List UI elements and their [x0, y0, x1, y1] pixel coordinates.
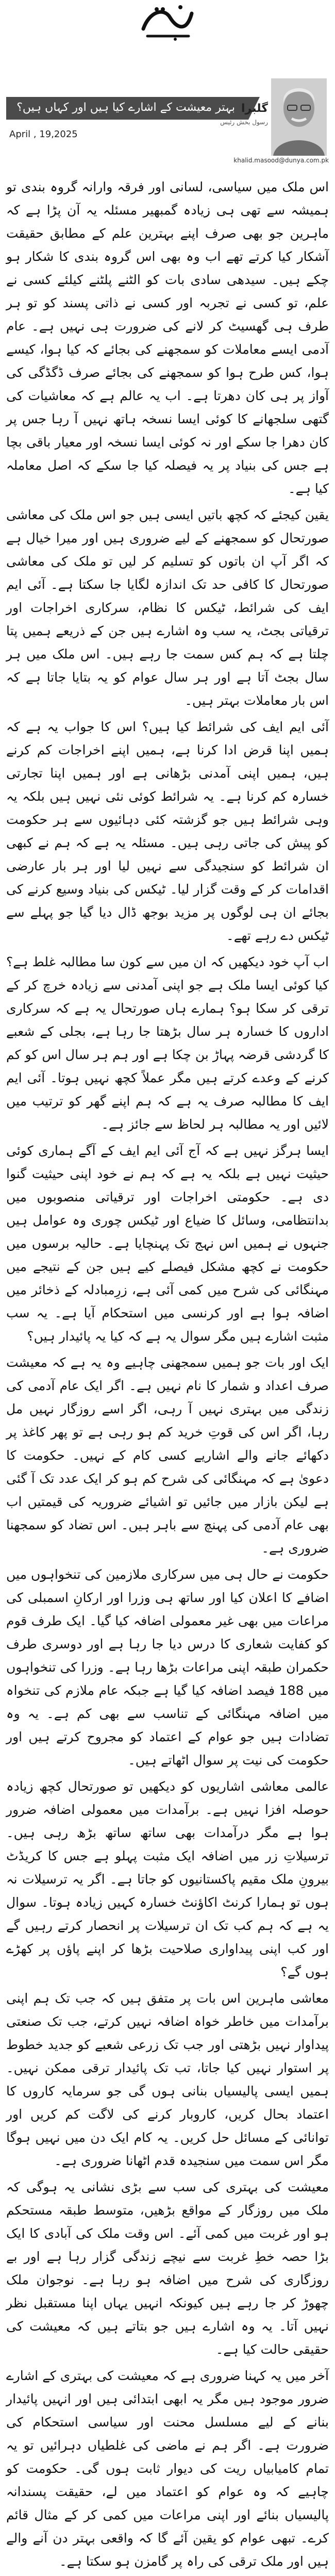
- article-paragraph: ایک اور بات جو ہمیں سمجھنی چاہیے وہ یہ ہے کہ معیشت صرف اعداد و شمار کا نام نہیں ہے۔ اگر ایک عام آدمی کی زندگی میں بہتری نہیں آ رہی، اگر اسے روزگار نہیں مل رہا، اگر اس کی قوتِ خرید کم ہو رہی ہے تو پھر کاغذ پر دکھائے جانے والے اشاریے کسی کام کے نہیں۔ حکومت کا دعویٰ ہے کہ مہنگائی کی شرح کم ہو کر ایک عدد تک آ گئی ہے لیکن بازار میں جائیں تو اشیائے ضروریہ کی قیمتیں اب بھی عام آدمی کی پہنچ سے باہر ہیں۔ اس تضاد کو سمجھنا ضروری ہے۔: [6, 1355, 329, 1556]
- dunya-logo-icon: [139, 2, 196, 42]
- article-paragraph: معاشی ماہرین اس بات پر متفق ہیں کہ جب تک ہم اپنی برآمدات میں خاطر خواہ اضافہ نہیں کرتے، جب تک صنعتی پیداوار نہیں بڑھتی اور جب تک زرعی شعبے کو جدید خطوط پر استوار نہیں کیا جاتا، تب تک پائیدار ترقی ممکن نہیں۔ ہمیں ایسی پالیسیاں بنانی ہوں گی جو سرمایہ کاروں کا اعتماد بحال کریں، کاروبار کرنے کی لاگت کم کریں اور توانائی کے مسائل حل کریں۔ یہ کام ایک دن میں نہیں ہوگا مگر اس سمت میں سنجیدہ قدم اٹھانا ضروری ہے۔: [6, 1991, 329, 2168]
- column-title: بہتر معیشت کے اشارے کیا ہیں اور کہاں ہیں؟: [16, 101, 235, 114]
- author-email: khalid.masood@dunya.com.pk: [233, 157, 329, 164]
- article-paragraph: عالمی معاشی اشاریوں کو دیکھیں تو صورتحال کچھ زیادہ حوصلہ افزا نہیں ہے۔ برآمدات میں معمولی اضافہ ضرور ہوا ہے مگر درآمدات بھی ساتھ ساتھ بڑھ رہی ہیں۔ ترسیلاتِ زر میں اضافہ ایک مثبت پہلو ہے جس کا کریڈٹ بیرونِ ملک مقیم پاکستانیوں کو جاتا ہے۔ اگر یہ ترسیلات نہ ہوں تو ہمارا کرنٹ اکاؤنٹ خسارہ کہیں زیادہ ہوتا۔ سوال یہ ہے کہ ہم کب تک ان ترسیلات پر انحصار کرتے رہیں گے اور کب اپنی پیداواری صلاحیت بڑھا کر اپنے پاؤں پر کھڑے ہوں گے؟: [6, 1779, 329, 1979]
- article-paragraph: اس ملک میں سیاسی، لسانی اور فرقہ وارانہ گروہ بندی تو ہمیشہ سے تھی ہی زیادہ گمبھیر مسئلہ یہ آن پڑا ہے کہ ماہرین جو بھی صرف اپنے بہترین علم کے مطابق حقیقت آشکار کیا کرتے تھے اب وہ بھی اس گروہ بندی کا شکار ہو چکے ہیں۔ سیدھی سادی بات کو الٹنے پلٹنے کیلئے کسی نے علم، تو کسی نے تجربہ اور کسی نے ذاتی پسند کو تو ہر طرف ہی گھسیٹ کر لانے کی ضرورت ہی نہیں ہے۔ عام آدمی ایسے معاملات کو سمجھنے کی بجائے کہ کیا ہوا، کیسے ہوا، کس طرح ہوا کو سمجھنے کی بجائے صرف ڈگڈگی کی آواز پر ہی کان دھرتا ہے۔ اب یہ عالم ہے کہ معاشیات کی گتھی سلجھانے کا کوئی ایسا نسخہ ہاتھ نہیں آ رہا جس پر کان دھرا جا سکے اور نہ کوئی ایسا نسخہ اور معیار باقی بچا ہے جس کی بنیاد پر یہ فیصلہ کیا جا سکے کہ اصل معاملہ کیا ہے۔: [6, 179, 329, 496]
- article-paragraph: ایسا ہرگز نہیں ہے کہ آج آئی ایم ایف کے آگے ہماری کوئی حیثیت نہیں ہے بلکہ یہ ہے کہ ہم نے خود اپنی حیثیت گنوا دی ہے۔ حکومتی اخراجات اور ترقیاتی منصوبوں میں بدانتظامی، وسائل کا ضیاع اور ٹیکس چوری وہ عوامل ہیں جنہوں نے ہمیں اس نہج تک پہنچایا ہے۔ حالیہ برسوں میں حکومت نے کچھ مشکل فیصلے کیے ہیں جن کے نتیجے میں مہنگائی کی شرح میں کمی آئی ہے، زرِمبادلہ کے ذخائر میں اضافہ ہوا ہے اور کرنسی میں استحکام آیا ہے۔ یہ سب مثبت اشارے ہیں مگر سوال یہ ہے کہ کیا یہ پائیدار ہیں؟: [6, 1143, 329, 1344]
- article-paragraph: یقین کیجئے کہ کچھ باتیں ایسی ہیں جو اس ملک کی معاشی صورتحال کو سمجھنے کے لیے ضروری ہیں اور میرا خیال ہے کہ اگر آپ ان باتوں کو تسلیم کر لیں تو ملک کی معاشی صورتحال کا کافی حد تک اندازہ لگایا جا سکتا ہے۔ آئی ایم ایف کی شرائط، ٹیکس کا نظام، سرکاری اخراجات اور ترقیاتی بجٹ، یہ سب وہ اشارے ہیں جن کے ذریعے ہمیں پتا چلتا ہے کہ ہم کس سمت جا رہے ہیں۔ اس ملک میں ہر سال بجٹ آتا ہے اور ہر سال عوام کو یہ بتایا جاتا ہے کہ اس بار معاملات بہتر ہیں۔: [6, 507, 329, 708]
- author-subtitle: رسول بخش رئیس: [220, 119, 268, 126]
- article-paragraph: اب آپ خود دیکھیں کہ ان میں سے کون سا مطالبہ غلط ہے؟ کیا کوئی ایسا ملک ہے جو اپنی آمدنی سے زیادہ خرچ کر کے ترقی کر سکا ہو؟ ہمارے ہاں صورتحال یہ ہے کہ سرکاری اداروں کا خسارہ ہر سال بڑھتا جا رہا ہے، بجلی کے شعبے کا گردشی قرضہ پہاڑ بن چکا ہے اور ہم ہر سال اس کو کم کرنے کے وعدے کرتے ہیں مگر عملاً کچھ نہیں ہوتا۔ آئی ایم ایف کا مطالبہ صرف یہ ہے کہ ہم اپنے گھر کو ترتیب میں لائیں اور یہ مطالبہ ہر لحاظ سے جائز ہے۔: [6, 954, 329, 1132]
- title-banner: [6, 97, 248, 120]
- article-body: [6, 175, 329, 2576]
- article-paragraph: معیشت کی بہتری کی سب سے بڑی نشانی یہ ہوگی کہ ملک میں روزگار کے مواقع بڑھیں، متوسط طبقہ مستحکم ہو اور غربت میں کمی آئے۔ اس وقت ملک کی آبادی کا ایک بڑا حصہ خطِ غربت سے نیچے زندگی گزار رہا ہے اور بے روزگاری کی شرح میں اضافہ ہو رہا ہے۔ نوجوان ملک چھوڑ کر جا رہے ہیں کیونکہ انہیں یہاں اپنا مستقبل نظر نہیں آتا۔ یہ وہ اشارے ہیں جو بتاتے ہیں کہ معیشت کی حقیقی حالت کیا ہے۔: [6, 2179, 329, 2357]
- author-photo-icon: [271, 78, 327, 156]
- article-paragraph: آخر میں یہ کہنا ضروری ہے کہ معیشت کی بہتری کے اشارے ضرور موجود ہیں مگر یہ ابھی ابتدائی ہیں اور انہیں پائیدار بنانے کے لیے مسلسل محنت اور سیاسی استحکام کی ضرورت ہے۔ اگر ہم نے ماضی کی غلطیاں دہرائیں تو یہ تمام کامیابیاں ریت کی دیوار ثابت ہوں گی۔ حکومت کو چاہیے کہ وہ عوام کو اعتماد میں لے، حقیقت پسندانہ پالیسیاں بنائے اور اپنی مراعات میں کمی کر کے مثال قائم کرے۔ تبھی عوام کو یقین آئے گا کہ واقعی بہتر دن آنے والے ہیں اور ملک ترقی کی راہ پر گامزن ہو سکتا ہے۔: [6, 2368, 329, 2569]
- author-name: گلبرا: [241, 102, 268, 115]
- dunya-logo: [139, 2, 196, 42]
- publish-date: April , 19,2025: [9, 129, 78, 140]
- article-paragraph: حکومت نے حال ہی میں سرکاری ملازمین کی تنخواہوں میں اضافے کا اعلان کیا اور ساتھ ہی وزرا اور ارکانِ اسمبلی کی مراعات میں بھی غیر معمولی اضافہ کیا گیا۔ ایک طرف قوم کو کفایت شعاری کا درس دیا جا رہا ہے اور دوسری طرف حکمران طبقہ اپنی مراعات بڑھا رہا ہے۔ وزرا کی تنخواہوں میں 188 فیصد اضافہ کیا گیا ہے جبکہ عام ملازم کی تنخواہ میں اضافہ مہنگائی کے تناسب سے بھی کم ہے۔ یہ وہ تضادات ہیں جو عوام کے اعتماد کو مجروح کرتے ہیں اور حکومت کی نیت پر سوال اٹھاتے ہیں۔: [6, 1567, 329, 1768]
- column-header: [6, 77, 329, 165]
- author-photo: [271, 78, 327, 156]
- article-paragraph: آئی ایم ایف کی شرائط کیا ہیں؟ اس کا جواب یہ ہے کہ ہمیں اپنا قرض ادا کرنا ہے، ہمیں اپنے اخراجات کم کرنے ہیں، ہمیں اپنی آمدنی بڑھانی ہے اور ہمیں اپنا تجارتی خسارہ کم کرنا ہے۔ یہ شرائط کوئی نئی نہیں ہیں بلکہ یہ وہی شرائط ہیں جو گزشتہ کئی دہائیوں سے ہر حکومت کو پیش کی جاتی رہی ہیں۔ مسئلہ یہ ہے کہ ہم نے کبھی ان شرائط کو سنجیدگی سے نہیں لیا اور ہر بار عارضی اقدامات کر کے وقت گزار لیا۔ ٹیکس کی بنیاد وسیع کرنے کی بجائے ان ہی لوگوں پر مزید بوجھ ڈال دیا گیا جو پہلے سے ٹیکس دے رہے تھے۔: [6, 719, 329, 943]
